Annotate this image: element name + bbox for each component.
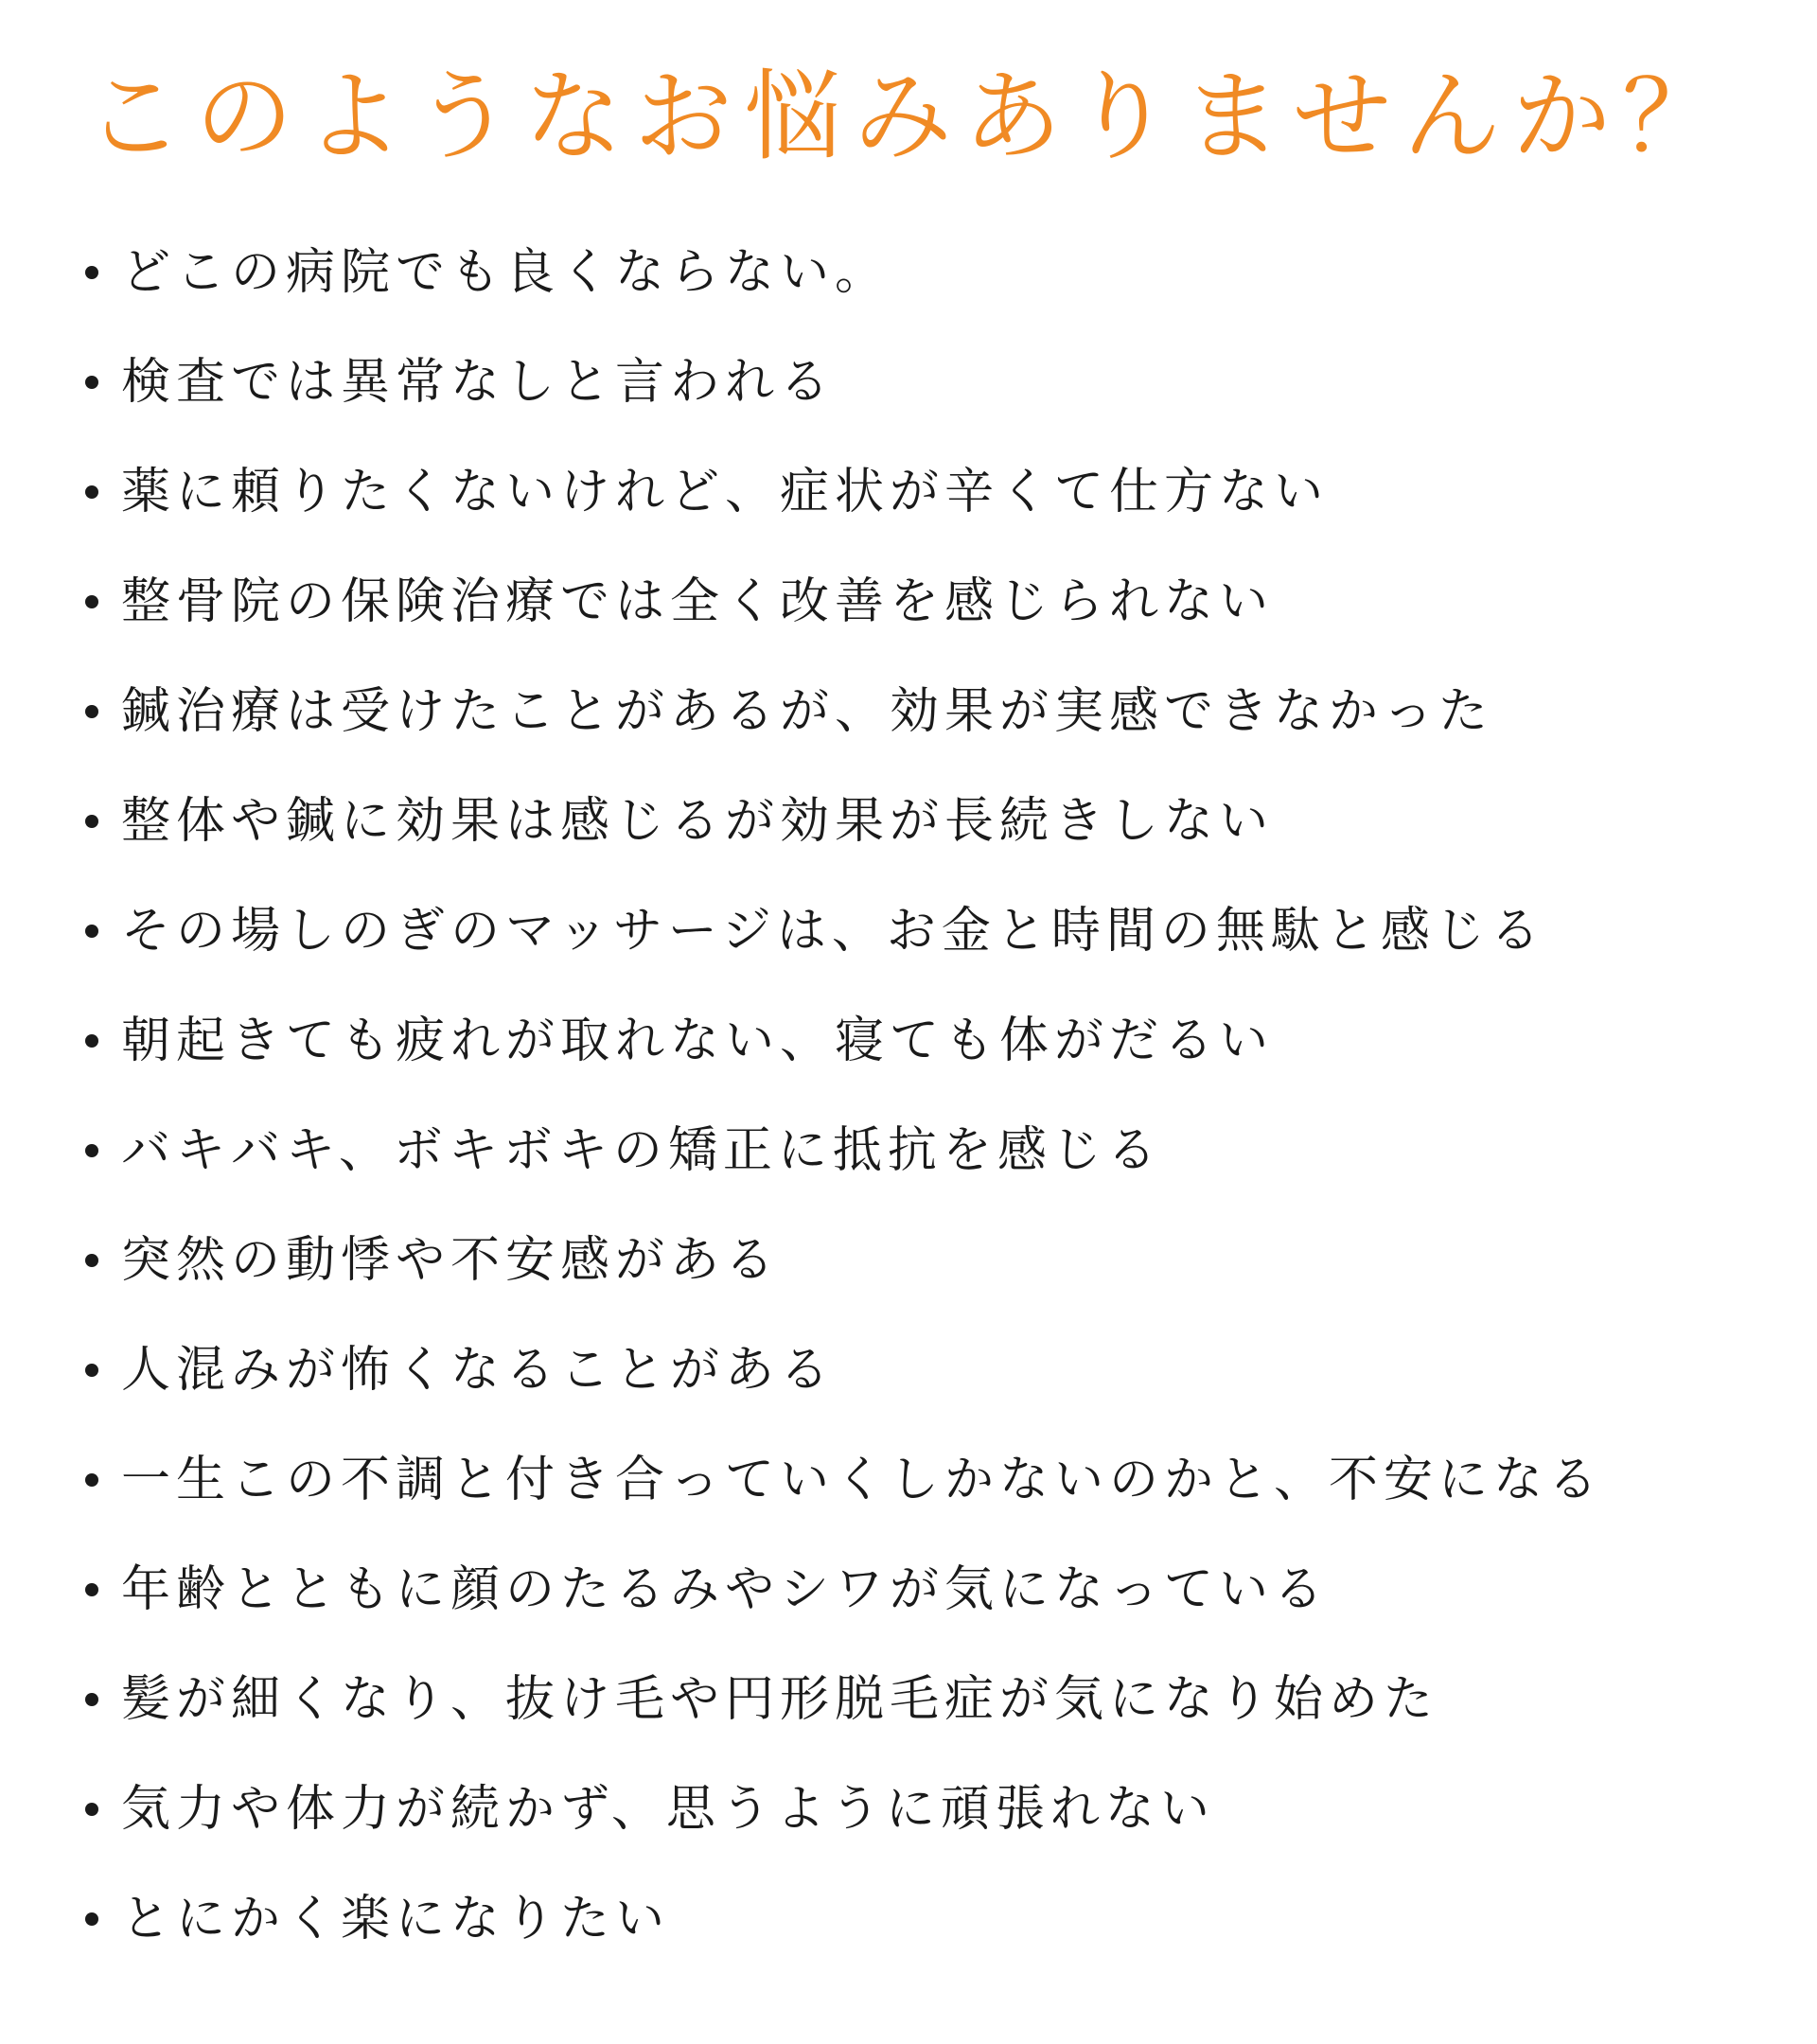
concern-text: 朝起きても疲れが取れない、寝ても体がだるい [121, 1013, 1275, 1069]
concern-text: 整体や鍼に効果は感じるが効果が長続きしない [121, 793, 1275, 850]
bullet-icon [85, 376, 98, 389]
concern-text: とにかく楽になりたい [121, 1891, 671, 1947]
bullet-icon [85, 485, 98, 499]
list-item [85, 1315, 1789, 1425]
concern-text: 薬に頼りたくないけれど、症状が辛くて仕方ない [121, 464, 1330, 520]
bullet-icon [85, 1473, 98, 1487]
bullet-icon [85, 705, 98, 718]
list-item [85, 1645, 1789, 1754]
list-item [85, 218, 1789, 327]
bullet-icon [85, 1803, 98, 1816]
concern-list [85, 218, 1789, 1974]
concern-text: 年齢とともに顔のたるみやシワが気になっている [121, 1561, 1330, 1618]
concern-text: 人混みが怖くなることがある [121, 1342, 836, 1399]
list-item [85, 876, 1789, 986]
list-item [85, 766, 1789, 876]
list-item [85, 1206, 1789, 1315]
bullet-icon [85, 1912, 98, 1926]
bullet-icon [85, 1034, 98, 1048]
bullet-icon [85, 266, 98, 279]
concern-text: どこの病院でも良くならない。 [121, 244, 891, 301]
list-item [85, 1864, 1789, 1974]
bullet-icon [85, 1583, 98, 1596]
bullet-icon [85, 1693, 98, 1706]
headline: このようなお悩みありませんか？ [84, 59, 1732, 174]
list-item [85, 986, 1789, 1096]
list-item [85, 1096, 1789, 1206]
bullet-icon [85, 1364, 98, 1377]
bullet-icon [85, 1254, 98, 1267]
bullet-icon [85, 1144, 98, 1157]
bullet-icon [85, 925, 98, 938]
list-item [85, 437, 1789, 547]
concern-text: バキバキ、ボキボキの矯正に抵抗を感じる [121, 1122, 1162, 1179]
concern-text: 検査では異常なしと言われる [121, 354, 836, 411]
list-item [85, 657, 1789, 766]
concern-text: 一生この不調と付き合っていくしかないのかと、不安になる [121, 1452, 1604, 1508]
list-item [85, 327, 1789, 437]
list-item [85, 547, 1789, 657]
concern-text: 整骨院の保険治療では全く改善を感じられない [121, 573, 1275, 630]
list-item [85, 1535, 1789, 1645]
concern-text: その場しのぎのマッサージは、お金と時間の無駄と感じる [121, 903, 1545, 960]
concern-text: 気力や体力が続かず、思うように頑張れない [121, 1781, 1215, 1838]
bullet-icon [85, 595, 98, 608]
list-item [85, 1754, 1789, 1864]
list-item [85, 1425, 1789, 1535]
concern-text: 髪が細くなり、抜け毛や円形脱毛症が気になり始めた [121, 1671, 1439, 1728]
bullet-icon [85, 815, 98, 828]
concern-text: 鍼治療は受けたことがあるが、効果が実感できなかった [121, 683, 1494, 740]
concern-text: 突然の動悸や不安感がある [121, 1232, 781, 1289]
